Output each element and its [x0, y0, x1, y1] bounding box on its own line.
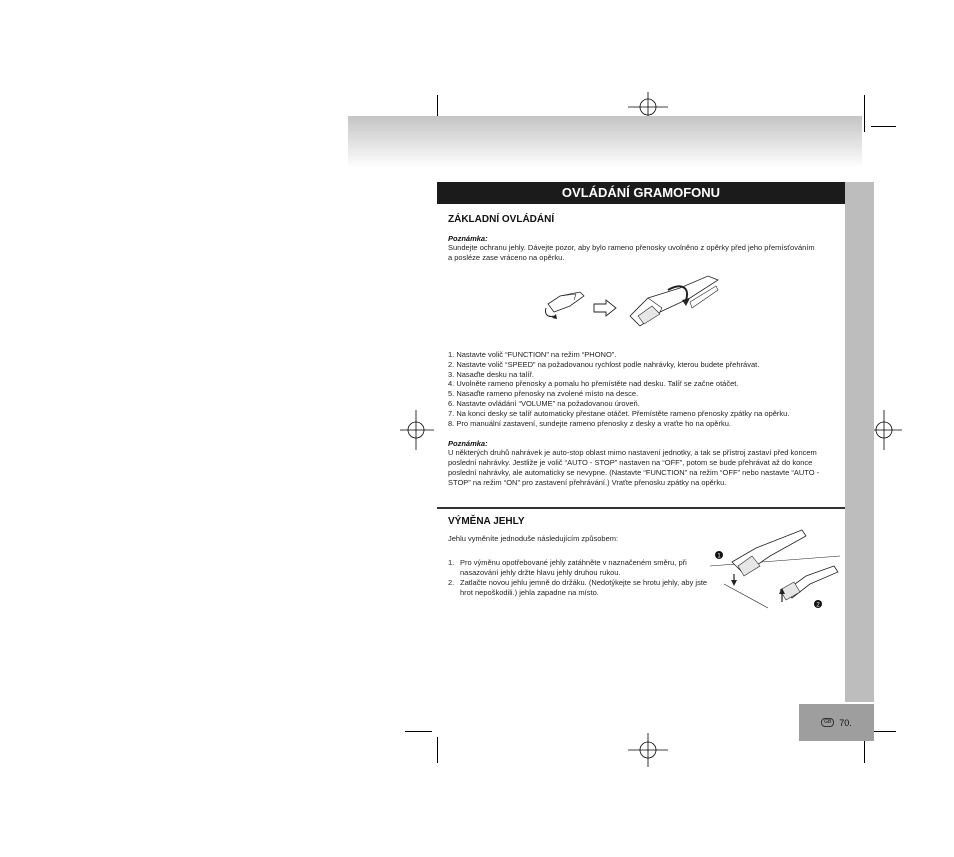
- crop-mark: [864, 95, 865, 132]
- registration-mark-bottom: [628, 733, 668, 767]
- operation-steps: [448, 350, 843, 428]
- crop-mark: [871, 731, 896, 732]
- step-marker-label: 2: [816, 602, 820, 609]
- operation-step: 4. Uvolněte rameno přenosky a pomalu ho přemístěte nad desku. Talíř se začne otáčet.: [448, 379, 739, 389]
- note-label: Poznámka:: [448, 234, 488, 243]
- page-number-tab: [799, 704, 874, 741]
- section-heading-needle-replacement: VÝMĚNA JEHLY: [448, 516, 525, 527]
- operation-step: 8. Pro manuální zastavení, sundejte rameno přenosky z desky a vraťte ho na opěrku.: [448, 418, 731, 428]
- crop-mark: [871, 126, 896, 127]
- tonearm-release-illustration: [540, 272, 730, 334]
- operation-step: 6. Nastavte ovládání “VOLUME” na požadovanou úroveň.: [448, 398, 640, 408]
- operation-step: 1. Nastavte volič “FUNCTION” na režim “PHONO”.: [448, 350, 617, 359]
- step-text: Pro výměnu opotřebované jehly zatáhněte v naznačeném směru, při nasazování jehly držte hlavu jehly druhou rukou.: [460, 558, 687, 577]
- language-badge: GB: [821, 718, 834, 727]
- note-text: Sundejte ochranu jehly. Dávejte pozor, aby bylo rameno přenosky uvolněno z opěrky před jeho přemísťováním a posléze zase vráceno na opěrku.: [448, 243, 815, 262]
- page-title: OVLÁDÁNÍ GRAMOFONU: [437, 182, 845, 204]
- step-number: 2.: [448, 578, 455, 587]
- needle-step-2: [448, 578, 710, 598]
- section-heading-basic-operation: ZÁKLADNÍ OVLÁDÁNÍ: [448, 214, 555, 225]
- crop-mark: [405, 731, 432, 732]
- step-text: Zatlačte novou jehlu jemně do držáku. (Nedotýkejte se hrotu jehly, aby jste hrot nepoškodili.) jehla zapadne na místo.: [460, 578, 708, 597]
- side-bar: [845, 182, 874, 702]
- needle-intro: Jehlu vyměníte jednoduše následujícím způsobem:: [448, 534, 619, 543]
- registration-mark-left: [400, 410, 434, 450]
- needle-replacement-illustration: [710, 522, 845, 612]
- needle-step-1: [448, 558, 710, 578]
- page-number: 70.: [839, 717, 852, 728]
- step-number: 1.: [448, 558, 455, 567]
- step-marker-label: 1: [717, 553, 721, 560]
- crop-mark: [437, 737, 438, 763]
- operation-step: 3. Nasaďte desku na talíř.: [448, 369, 534, 379]
- section-divider: [437, 507, 845, 509]
- operation-step: 2. Nastavte volič “SPEED” na požadovanou rychlost podle nahrávky, kterou budete přehrávat.: [448, 359, 760, 369]
- operation-step: 7. Na konci desky se talíř automaticky přestane otáčet. Přemístěte rameno přenosky zpátky na opěrku.: [448, 408, 790, 418]
- header-gradient-band: [348, 116, 862, 168]
- note-label: Poznámka:: [448, 439, 488, 448]
- note-text: U některých druhů nahrávek je auto-stop oblast mimo nastavení jednotky, a tak se přístroj zastaví před koncem poslední nahrávky. Jestliže je volič “AUTO - STOP” nastaven na “OFF”, potom se bude přehrávat až do konce poslední nahrávky, ale automaticky se nevypne. (Nastavte “FUNCTION” na režim “OFF” nebo nastavte “AUTO - STOP” na režim “ON” pro zastavení přehrávání.) Vraťte přenosku zpátky na opěrku.: [448, 448, 820, 487]
- operation-step: 5. Nasaďte rameno přenosky na zvolené místo na desce.: [448, 389, 639, 399]
